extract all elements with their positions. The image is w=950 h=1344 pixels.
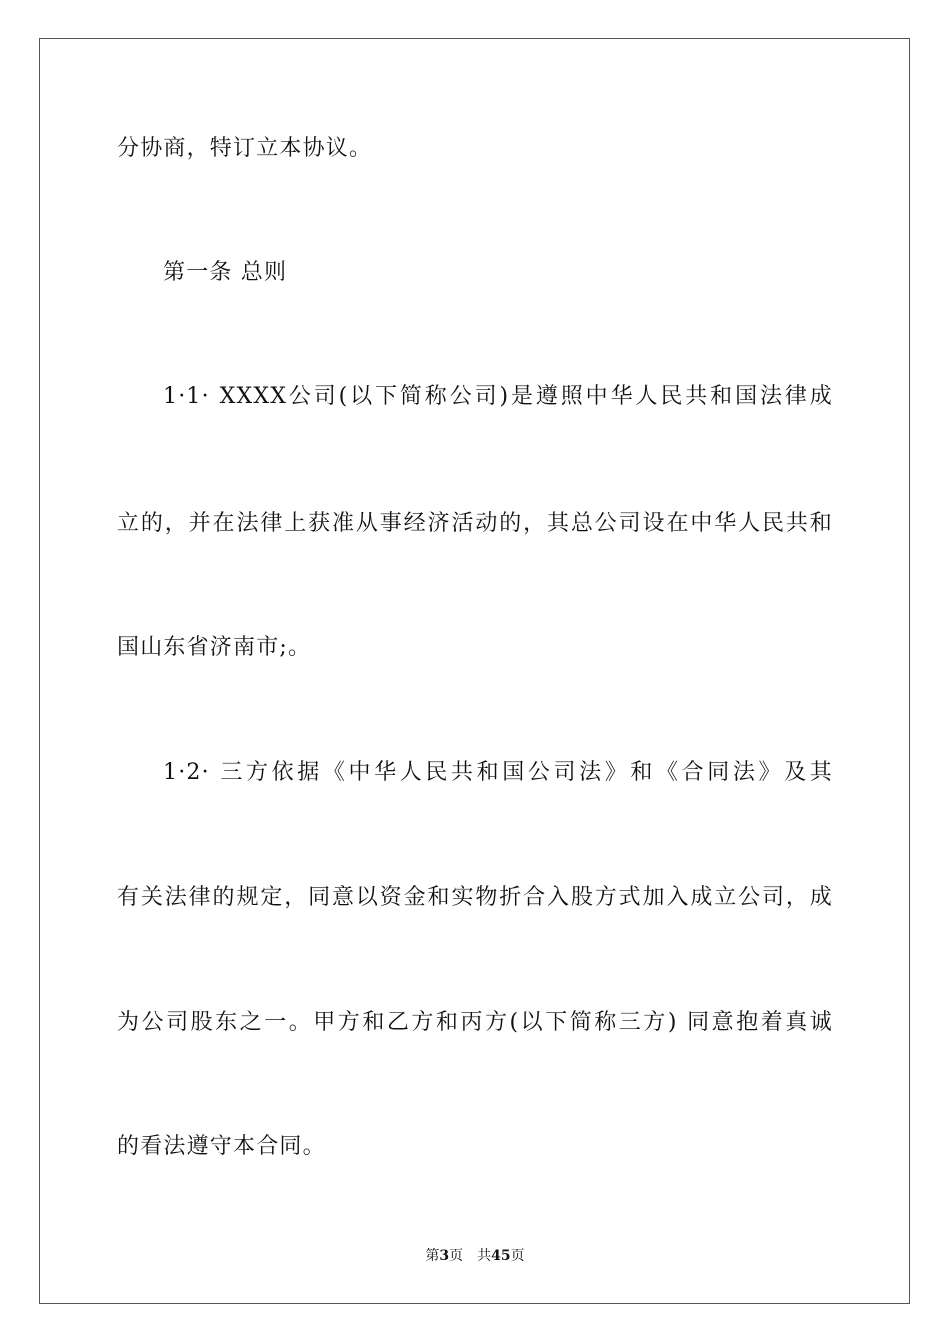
page-number: 3 [439, 1248, 450, 1264]
page-footer [0, 1246, 950, 1266]
page-label-suffix: 页 [449, 1248, 464, 1264]
total-label-prefix: 共 [477, 1248, 492, 1264]
total-pages: 45 [491, 1248, 511, 1264]
paragraph-line: 分协商，特订立本协议。 [117, 136, 373, 161]
paragraph-line: 国山东省济南市;。 [117, 635, 312, 660]
paragraph-line: 1·2· 三方依据《中华人民共和国公司法》和《合同法》及其 [163, 760, 833, 785]
paragraph-line: 为公司股东之一。甲方和乙方和丙方(以下简称三方) 同意抱着真诚 [117, 1010, 833, 1035]
paragraph-line: 1·1· XXXX公司(以下简称公司)是遵照中华人民共和国法律成 [163, 384, 833, 409]
paragraph-line: 立的，并在法律上获准从事经济活动的，其总公司设在中华人民共和 [117, 511, 833, 536]
page-label-prefix: 第 [425, 1248, 440, 1264]
paragraph-line: 有关法律的规定，同意以资金和实物折合入股方式加入成立公司，成 [117, 885, 833, 910]
section-heading: 第一条 总则 [163, 260, 288, 285]
paragraph-line: 的看法遵守本合同。 [117, 1134, 326, 1159]
page-border [39, 38, 910, 1304]
total-label-suffix: 页 [510, 1248, 525, 1264]
